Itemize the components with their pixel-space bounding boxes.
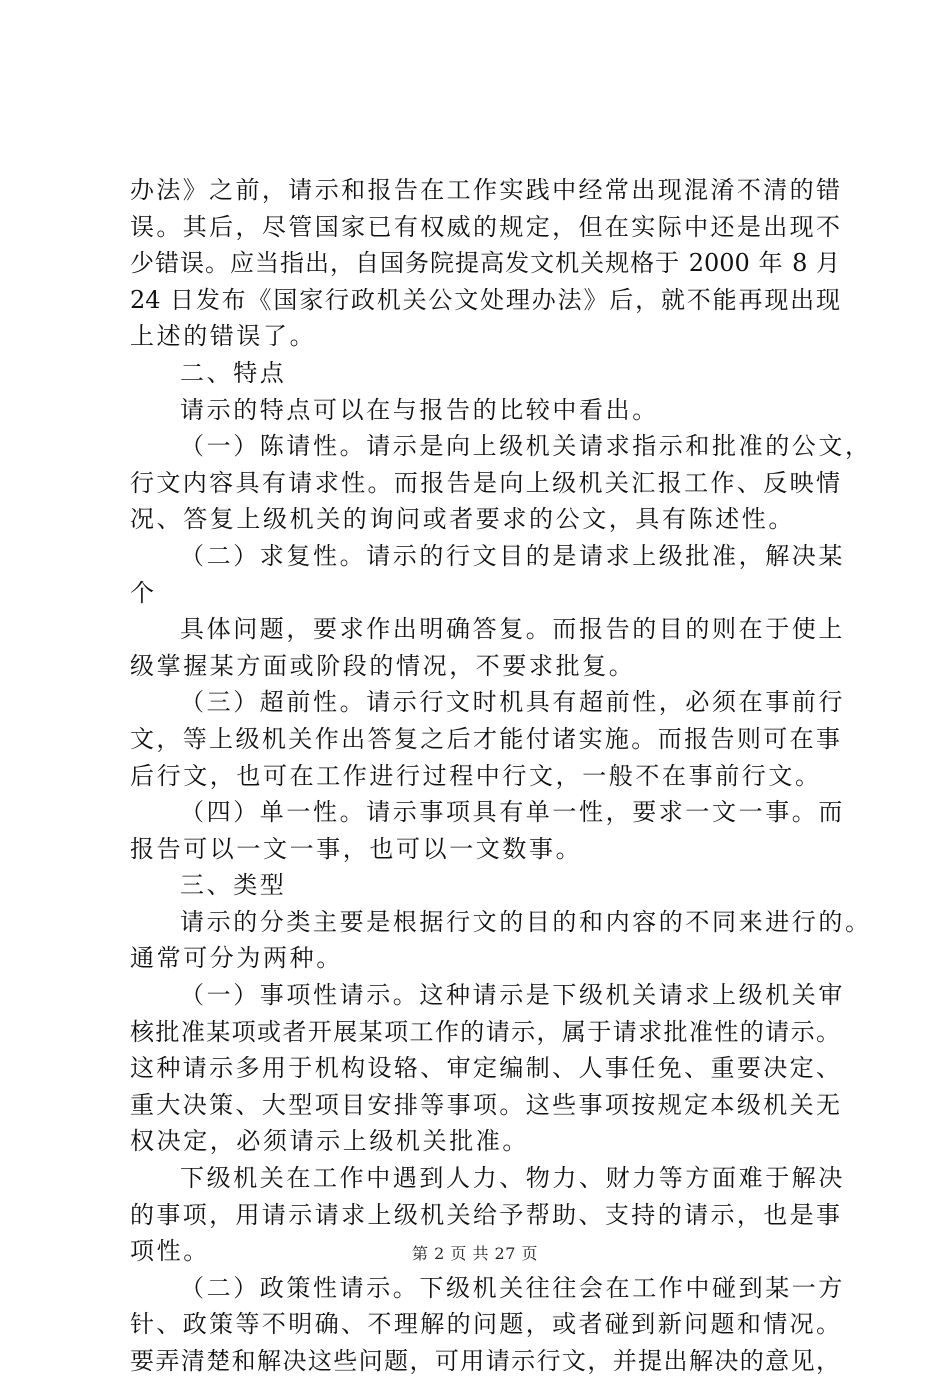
text-line: （一）陈请性。请示是向上级机关请求指示和批准的公文， (180, 432, 872, 461)
text-line: 级掌握某方面或阶段的情况，不要求批复。 (130, 651, 636, 680)
text-line: 核批准某项或者开展某项工作的请示，属于请求批准性的请示。 (130, 1017, 840, 1046)
text-line: （二）求复性。请示的行文目的是请求上级批准，解决某 (180, 541, 845, 570)
text-line: 请示的分类主要是根据行文的目的和内容的不同来进行的。 (180, 907, 872, 936)
text-line: 少错误。应当指出，自国务院提高发文机关规格于 2000 年 8 月 (130, 249, 840, 278)
text-line: 具体问题，要求作出明确答复。而报告的目的则在于使上 (180, 615, 845, 644)
text-line: 权决定，必须请示上级机关批准。 (130, 1127, 529, 1156)
text-line: 下级机关在工作中遇到人力、物力、财力等方面难于解决 (180, 1164, 845, 1193)
text-line: 办法》之前，请示和报告在工作实践中经常出现混淆不清的错 (130, 176, 840, 204)
section-heading: 三、类型 (180, 871, 287, 900)
text-line: 文，等上级机关作出答复之后才能付诸实施。而报告则可在事 (130, 724, 840, 753)
text-line: （一）事项性请示。这种请示是下级机关请求上级机关审 (180, 981, 845, 1010)
text-line: 个 (130, 578, 157, 607)
text-line: 针、政策等不明确、不理解的问题，或者碰到新问题和情况。 (130, 1310, 840, 1339)
page-number-footer: 第 2 页 共 27 页 (412, 1244, 538, 1263)
text-line: 通常可分为两种。 (130, 944, 343, 973)
text-line: 项性。 (130, 1237, 210, 1266)
document-body (130, 172, 872, 1380)
text-line: 的事项，用请示请求上级机关给予帮助、支持的请示，也是事 (130, 1200, 840, 1229)
text-line: 重大决策、大型项目安排等事项。这些事项按规定本级机关无 (130, 1090, 840, 1119)
text-line: 这种请示多用于机构设辂、审定编制、人事任免、重要决定、 (130, 1054, 840, 1083)
text-line: 请示的特点可以在与报告的比较中看出。 (180, 395, 659, 424)
text-line: （四）单一性。请示事项具有单一性，要求一文一事。而 (180, 798, 845, 827)
section-heading: 二、特点 (180, 358, 287, 387)
text-line: 24 日发布《国家行政机关公文处理办法》后，就不能再现出现 (130, 285, 840, 314)
text-line: 报告可以一文一事，也可以一文数事。 (130, 834, 583, 863)
text-line: 后行文，也可在工作进行过程中行文，一般不在事前行文。 (130, 761, 822, 790)
text-line: 要弄清楚和解决这些问题，可用请示行文，并提出解决的意见， (130, 1347, 840, 1375)
text-line: 行文内容具有请求性。而报告是向上级机关汇报工作、反映情 (130, 468, 840, 497)
text-line: 上述的错误了。 (130, 322, 317, 351)
text-line: （二）政策性请示。下级机关往往会在工作中碰到某一方 (180, 1273, 845, 1302)
text-line: （三）超前性。请示行文时机具有超前性，必须在事前行 (180, 688, 845, 717)
text-line: 误。其后，尽管国家已有权威的规定，但在实际中还是出现不 (130, 212, 840, 241)
text-line: 况、答复上级机关的询问或者要求的公文，具有陈述性。 (130, 505, 795, 534)
